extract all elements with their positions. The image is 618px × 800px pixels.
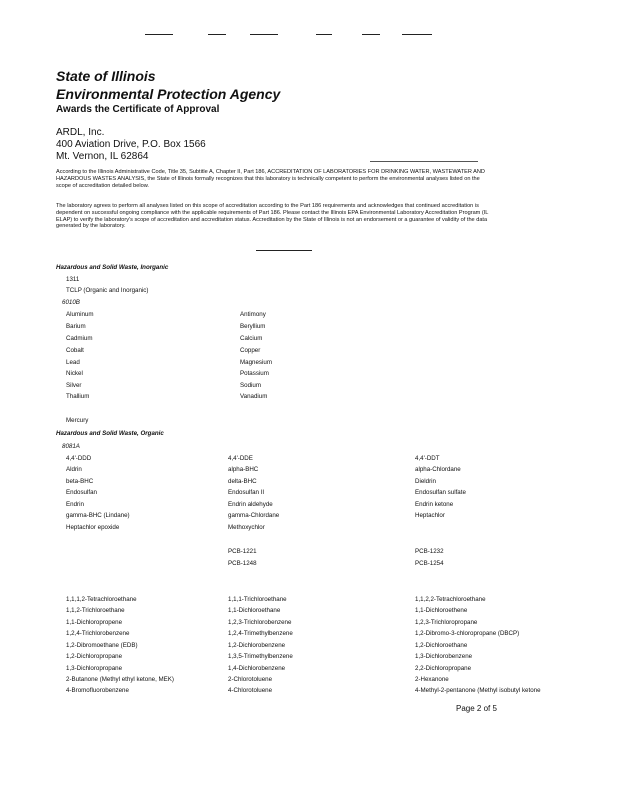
analyte: 4,4'-DDE	[228, 455, 253, 462]
analyte: Vanadium	[240, 393, 268, 400]
method-8081a: 8081A	[62, 443, 80, 450]
header-rule	[208, 34, 226, 35]
analyte: PCB-1232	[415, 548, 444, 555]
header-rule	[402, 34, 432, 35]
analyte: 2-Butanone (Methyl ethyl ketone, MEK)	[66, 676, 174, 683]
analyte: 1,2-Dibromoethane (EDB)	[66, 642, 138, 649]
analyte: Magnesium	[240, 359, 272, 366]
lab-street: 400 Aviation Drive, P.O. Box 1566	[56, 139, 206, 150]
page-number: Page 2 of 5	[456, 704, 497, 713]
analyte: Endosulfan sulfate	[415, 489, 466, 496]
analyte: gamma-Chlordane	[228, 512, 280, 519]
analyte: Methoxychlor	[228, 524, 265, 531]
analyte: Cobalt	[66, 347, 84, 354]
header-rule	[145, 34, 173, 35]
accreditation-paragraph: According to the Illinois Administrative Code, Title 35, Subtitle A, Chapter II, Part 186, ACCREDITATION OF LABORATORIES FOR DRINKING WATER, WASTEWATER AND HAZARDOUS WASTES ANALYSIS, the State of Illinois formally recognizes that this laboratory is technically competent to perform the environmental analyses listed on the scope of accreditation detailed below.	[56, 169, 485, 189]
analyte: 1,2-Dibromo-3-chloropropane (DBCP)	[415, 630, 520, 637]
analyte: Thallium	[66, 393, 90, 400]
header-rule	[362, 34, 380, 35]
analyte: 1,1,2-Trichloroethane	[66, 607, 125, 614]
analyte: 1,2-Dichloropropane	[66, 653, 123, 660]
analyte: 1,1-Dichloroethene	[415, 607, 468, 614]
analyte: 4,4'-DDD	[66, 455, 92, 462]
analyte: beta-BHC	[66, 478, 94, 485]
analyte: Sodium	[240, 382, 261, 389]
analyte: Barium	[66, 323, 86, 330]
analyte: 4-Methyl-2-pentanone (Methyl isobutyl ketone	[415, 687, 541, 694]
method-6010b: 6010B	[62, 299, 80, 306]
analyte: Endrin	[66, 501, 84, 508]
section-organic: Hazardous and Solid Waste, Organic	[56, 430, 164, 437]
analyte: Calcium	[240, 335, 263, 342]
analyte: Cadmium	[66, 335, 93, 342]
method-1311: 1311	[66, 276, 80, 283]
analyte: 4-Bromofluorobenzene	[66, 687, 129, 694]
analyte: delta-BHC	[228, 478, 257, 485]
analyte: 1,1-Dichloroethane	[228, 607, 281, 614]
analyte: 1,1,2,2-Tetrachloroethane	[415, 596, 486, 603]
analyte: PCB-1254	[415, 560, 444, 567]
analyte: 1,2,3-Trichlorobenzene	[228, 619, 292, 626]
analyte: 1,3-Dichlorobenzene	[415, 653, 473, 660]
analyte: Potassium	[240, 370, 269, 377]
analyte: 1,2-Dichloroethane	[415, 642, 468, 649]
analyte: 2,2-Dichloropropane	[415, 665, 472, 672]
signature-line	[256, 250, 312, 251]
agency-title: Environmental Protection Agency	[56, 86, 281, 102]
analyte: alpha-Chlordane	[415, 466, 461, 473]
analyte: PCB-1221	[228, 548, 257, 555]
analyte: Lead	[66, 359, 80, 366]
analyte: PCB-1248	[228, 560, 257, 567]
analyte: Antimony	[240, 311, 266, 318]
analyte: Heptachlor	[415, 512, 445, 519]
lab-name: ARDL, Inc.	[56, 127, 105, 138]
analyte: Dieldrin	[415, 478, 436, 485]
analyte: Nickel	[66, 370, 83, 377]
analyte: 1,2-Dichlorobenzene	[228, 642, 286, 649]
header-rule	[316, 34, 332, 35]
analyte: 1,2,4-Trimethylbenzene	[228, 630, 293, 637]
analyte: Endosulfan	[66, 489, 97, 496]
analyte: Copper	[240, 347, 261, 354]
analyte: 1,4-Dichlorobenzene	[228, 665, 286, 672]
analyte-mercury: Mercury	[66, 417, 89, 424]
analyte: Aluminum	[66, 311, 94, 318]
analyte: Endrin ketone	[415, 501, 454, 508]
analyte: alpha-BHC	[228, 466, 259, 473]
analyte: Endosulfan II	[228, 489, 265, 496]
section-inorganic: Hazardous and Solid Waste, Inorganic	[56, 264, 169, 271]
analyte: 2-Hexanone	[415, 676, 449, 683]
analyte: Heptachlor epoxide	[66, 524, 120, 531]
analyte: 1,1,1-Trichloroethane	[228, 596, 287, 603]
analyte: 1,2,4-Trichlorobenzene	[66, 630, 130, 637]
analyte: gamma-BHC (Lindane)	[66, 512, 130, 519]
header-rule	[250, 34, 278, 35]
divider-line	[370, 161, 478, 162]
analyte: 4-Chlorotoluene	[228, 687, 273, 694]
analyte: 1,2,3-Trichloropropane	[415, 619, 478, 626]
analyte: 1,3-Dichloropropane	[66, 665, 123, 672]
analyte: Endrin aldehyde	[228, 501, 273, 508]
analyte: 1,1,1,2-Tetrachloroethane	[66, 596, 137, 603]
analyte: Beryllium	[240, 323, 266, 330]
agreement-paragraph: The laboratory agrees to perform all analyses listed on this scope of accreditation according to the Part 186 requirements and acknowledges that continued accreditation is dependent on successful ongoing compliance with the applicable requirements of Part 186. Please contact the Illinois EPA Environmental Laboratory Accreditation Program (IL ELAP) to verify the laboratory's scope of accreditation and accreditation status. Accreditation by the State of Illinois is not an endorsement or a guarantee of validity of the data generated by the laboratory.	[56, 203, 489, 230]
tclp-analyte: TCLP (Organic and Inorganic)	[66, 287, 149, 294]
state-title: State of Illinois	[56, 68, 156, 84]
analyte: 1,3,5-Trimethylbenzene	[228, 653, 293, 660]
analyte: 1,1-Dichloropropene	[66, 619, 123, 626]
analyte: Silver	[66, 382, 82, 389]
analyte: Aldrin	[66, 466, 82, 473]
analyte: 2-Chlorotoluene	[228, 676, 273, 683]
lab-city: Mt. Vernon, IL 62864	[56, 151, 149, 162]
analyte: 4,4'-DDT	[415, 455, 440, 462]
certificate-subtitle: Awards the Certificate of Approval	[56, 104, 220, 115]
